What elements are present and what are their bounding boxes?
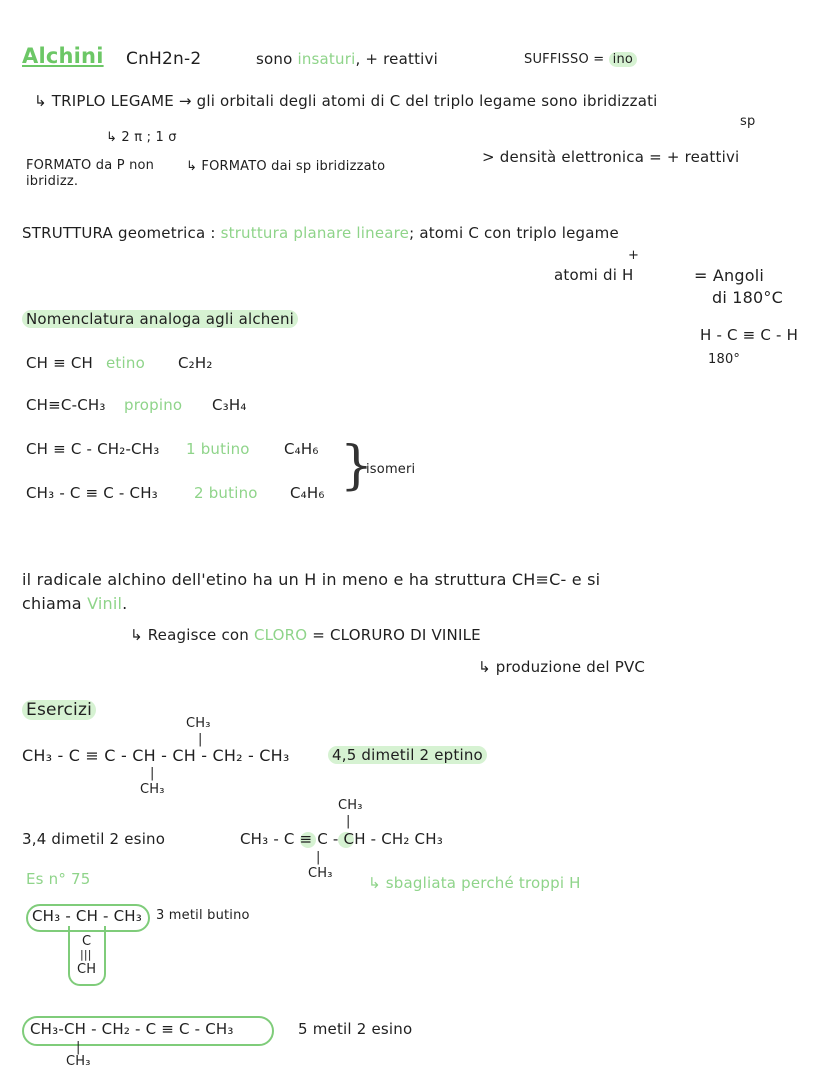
radical-line-1: il radicale alchino dell'etino ha un H in meno e ha struttura CH≡C- e si [22, 570, 601, 589]
formula-row-2: CH≡C-CH₃ [26, 396, 106, 414]
ex1-chain: CH₃ - C ≡ C - CH - CH - CH₂ - CH₃ [22, 746, 290, 765]
angle-180: 180° [708, 352, 741, 367]
ex2-ch3-top: CH₃ [338, 798, 363, 813]
page-title: Alchini [22, 44, 104, 68]
ex1-bond-bottom: | [150, 766, 155, 781]
desc-post: , + reattivi [355, 50, 438, 68]
suffix-label: SUFFISSO = [524, 52, 609, 67]
desc-insaturi: insaturi [297, 50, 356, 68]
structure-value: struttura planare lineare [220, 224, 410, 242]
name-row-3: 1 butino [186, 440, 250, 458]
ex1-ch3-top: CH₃ [186, 716, 211, 731]
ex3-name: 3 metil butino [156, 908, 250, 923]
mol-row-2: C₃H₄ [212, 396, 247, 414]
exercises-heading-text: Esercizi [22, 700, 96, 720]
suffix-note [524, 52, 637, 67]
structure-atoms: ; atomi C con triplo legame [409, 224, 619, 242]
radical-post: . [122, 594, 128, 613]
name-row-1: etino [106, 354, 145, 372]
cloro-word: CLORO [253, 626, 308, 644]
ex2-ch3-bottom: CH₃ [308, 866, 333, 881]
radical-line-2 [22, 594, 127, 613]
general-formula: CnH2n-2 [126, 49, 202, 69]
exercise-number: Es n° 75 [26, 870, 91, 888]
ex4-ch3: CH₃ [66, 1054, 91, 1069]
bonds-note: ↳ 2 π ; 1 σ [106, 130, 177, 145]
triple-bond-line: ↳ TRIPLO LEGAME → gli orbitali degli atomi di C del triplo legame sono ibridizzati [34, 92, 658, 110]
ex2-name: 3,4 dimetil 2 esino [22, 830, 166, 848]
formula-row-1: CH ≡ CH [26, 354, 94, 372]
nomenclature-heading [22, 310, 298, 328]
ex1-name [328, 746, 487, 764]
exercises-heading [22, 700, 96, 720]
ex3-ch: CH [77, 962, 97, 977]
ex4-chain: CH₃-CH - CH₂ - C ≡ C - CH₃ [30, 1020, 234, 1038]
reacts-post: = CLORURO DI VINILE [307, 626, 481, 644]
nomenclature-heading-text: Nomenclatura analoga agli alcheni [22, 310, 298, 328]
ex3-c: C [82, 934, 92, 949]
ex2-note: ↳ sbagliata perché troppi H [368, 874, 581, 892]
reacts-line [130, 626, 481, 644]
formula-row-4: CH₃ - C ≡ C - CH₃ [26, 484, 158, 502]
formato-sp-note: ↳ FORMATO dai sp ibridizzato [186, 159, 386, 174]
radical-pre: chiama [22, 594, 88, 613]
name-row-4: 2 butino [194, 484, 258, 502]
angles-value: di 180°C [712, 288, 783, 307]
suffix-value: ino [609, 52, 637, 67]
hcch-formula: H - C ≡ C - H [700, 326, 799, 344]
structure-label: STRUTTURA geometrica : [22, 224, 221, 242]
vinil-word: Vinil [87, 594, 123, 613]
formula-row-3: CH ≡ C - CH₂-CH₃ [26, 440, 160, 458]
ex1-ch3-bottom: CH₃ [140, 782, 165, 797]
ex1-name-text: 4,5 dimetil 2 eptino [328, 746, 487, 764]
ex4-bond: | [76, 1040, 81, 1055]
pvc-line: ↳ produzione del PVC [478, 658, 646, 676]
ex2-bond-bottom: | [316, 850, 321, 865]
ex1-bond-top: | [198, 732, 203, 747]
density-note: > densità elettronica = + reattivi [482, 148, 740, 166]
plus-sign: + [628, 248, 640, 263]
desc-pre: sono [256, 50, 298, 68]
ex4-name: 5 metil 2 esino [298, 1020, 413, 1038]
formato-p-note: FORMATO da P non ibridizz. [26, 158, 155, 189]
sp-label: sp [740, 114, 756, 129]
ex3-chain: CH₃ - CH - CH₃ [32, 907, 142, 925]
isomers-label: isomeri [366, 462, 416, 477]
mol-row-1: C₂H₂ [178, 354, 213, 372]
ex3-triple-bond: ||| [80, 948, 92, 961]
angles-label: = Angoli [694, 266, 765, 285]
name-row-2: propino [124, 396, 183, 414]
mol-row-3: C₄H₆ [284, 440, 319, 458]
header-description [256, 50, 438, 68]
structure-line [22, 224, 619, 242]
mol-row-4: C₄H₆ [290, 484, 325, 502]
reacts-pre: ↳ Reagisce con [130, 626, 254, 644]
ex2-chain: CH₃ - C ≡ C - CH - CH₂ CH₃ [240, 830, 443, 848]
ex2-bond-top: | [346, 814, 351, 829]
isomer-brace: } [340, 436, 374, 496]
atoms-h: atomi di H [554, 266, 634, 284]
